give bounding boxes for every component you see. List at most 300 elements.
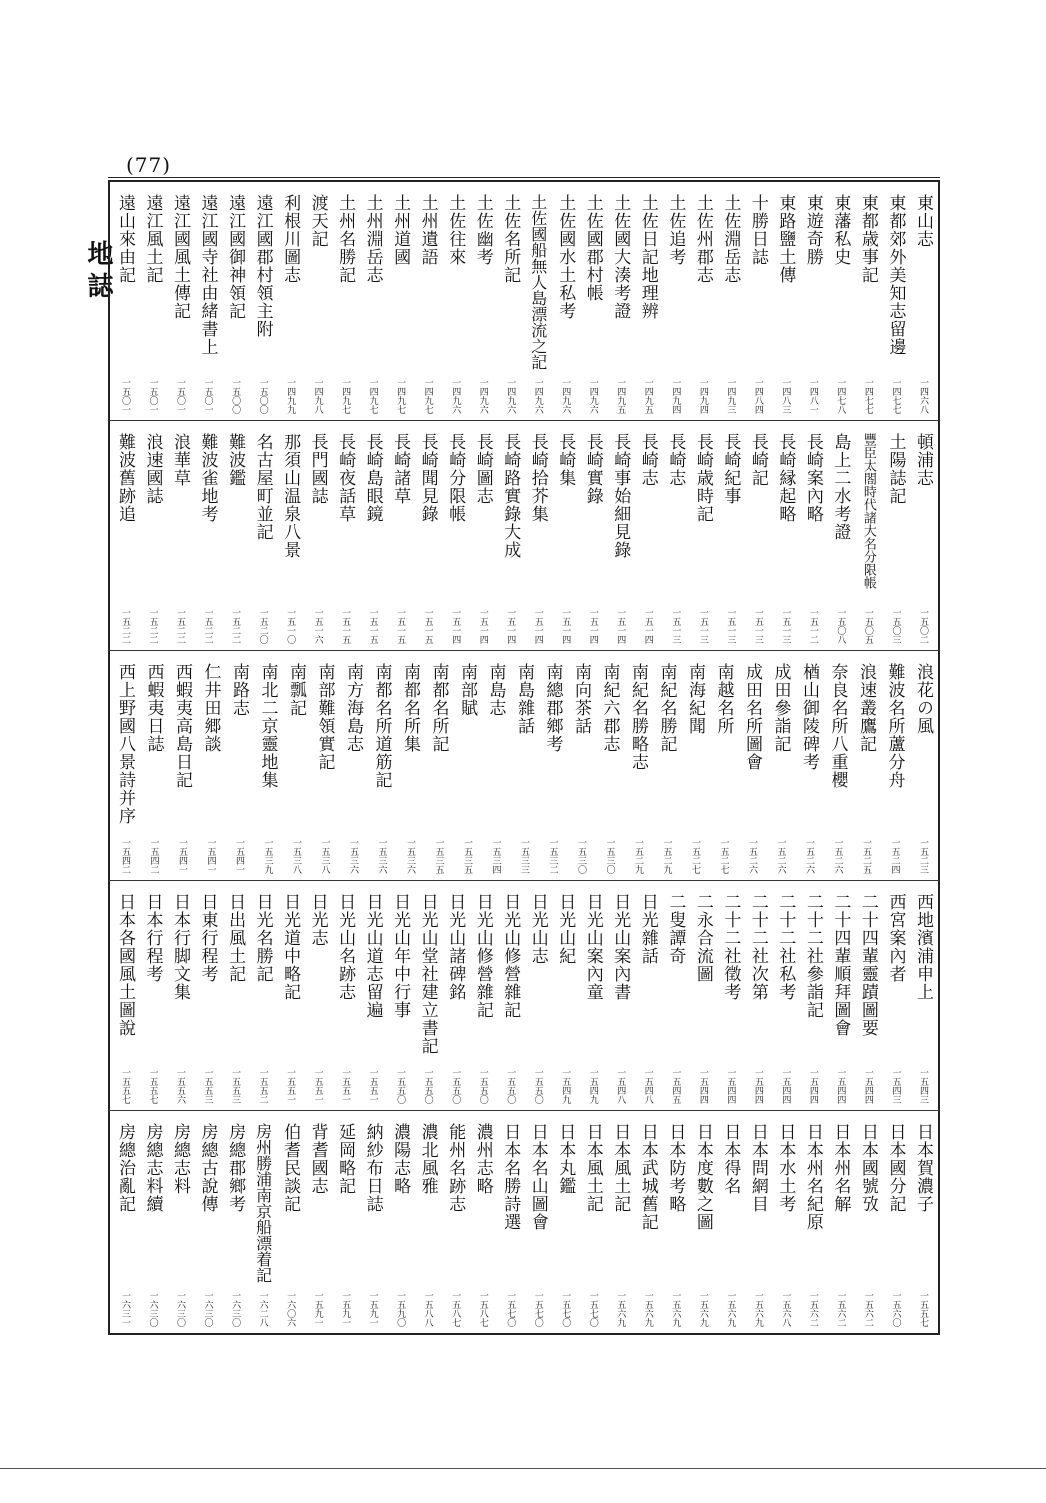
entry-page-number: 一五六二 <box>835 1291 846 1327</box>
entry-title: 長崎記 <box>747 433 768 487</box>
index-entry <box>857 421 879 650</box>
entry-title: 遠江國御神領記 <box>225 194 246 320</box>
index-entry <box>719 1111 741 1333</box>
entry-title: 南都名所道筋記 <box>371 663 392 789</box>
entry-title: 長崎集 <box>555 433 576 487</box>
entry-title: 南都名所集 <box>400 663 420 753</box>
entry-title: 遠江國寺社由緒書上 <box>197 194 218 356</box>
entry-title: 東山志 <box>912 194 933 248</box>
entry-title: 土佐日記地理辨 <box>637 194 658 320</box>
entry-page-number: 一四九六 <box>450 378 461 414</box>
entry-title: 南北二京靈地集 <box>257 663 278 789</box>
entry-page-number: 一五四四 <box>697 1068 708 1104</box>
entry-title: 日本風土記 <box>582 1123 603 1213</box>
entry-title: 長崎聞見錄 <box>417 433 438 523</box>
entry-title: 東都歳事記 <box>857 194 878 284</box>
index-entry <box>314 651 336 880</box>
entry-page-number: 一五三六 <box>376 838 387 874</box>
entry-page-number: 一五四四 <box>807 1068 818 1104</box>
index-entry <box>802 182 824 420</box>
entry-title: 日光山諸碑銘 <box>445 893 466 1001</box>
index-entry <box>747 182 769 420</box>
entry-page-number: 一五〇一 <box>147 378 158 414</box>
index-entry <box>334 182 356 420</box>
index-entry <box>114 651 136 880</box>
entry-page-number: 一五七〇 <box>505 1291 516 1327</box>
entry-title: 長崎事始細見錄 <box>610 433 631 559</box>
entry-title: 難波名所蘆分舟 <box>884 663 905 789</box>
index-entry <box>169 421 191 650</box>
entry-title: 二十二社私考 <box>775 893 796 1001</box>
entry-page-number: 一五五〇 <box>505 1068 516 1104</box>
index-entry <box>417 421 439 650</box>
entry-page-number: 一五二二 <box>175 608 186 644</box>
entry-title: 日光山道志留遍 <box>362 893 383 1019</box>
index-entry <box>829 1111 851 1333</box>
index-entry <box>609 881 631 1110</box>
entry-title: 利根川圖志 <box>280 194 301 284</box>
entry-page-number: 一五二九 <box>661 838 672 874</box>
index-entry <box>499 1111 521 1333</box>
entry-title: 日本行脚文集 <box>170 893 191 1001</box>
entry-page-number: 一五二九 <box>633 838 643 874</box>
index-entry <box>692 421 714 650</box>
index-entry <box>279 182 301 420</box>
entry-title: 日本國分記 <box>885 1123 906 1213</box>
entry-page-number: 一五一四 <box>587 608 598 644</box>
footer-rule <box>0 1468 1046 1469</box>
index-entry <box>143 651 165 880</box>
index-entry <box>114 881 136 1110</box>
entry-title: 能州名跡志 <box>445 1123 466 1213</box>
entry-title: 南方海島志 <box>343 663 363 753</box>
index-entry <box>692 881 714 1110</box>
entry-page-number: 一五六九 <box>752 1291 763 1327</box>
index-section-3 <box>110 651 938 880</box>
entry-page-number: 一五二六 <box>832 838 843 874</box>
entry-page-number: 一四九五 <box>642 378 653 414</box>
entry-title: 東遊奇勝 <box>802 194 823 266</box>
index-entry <box>307 182 329 420</box>
entry-title: 南島雜話 <box>514 663 534 735</box>
entry-title: 仁井田郷談 <box>200 663 221 753</box>
entry-page-number: 一五七〇 <box>560 1291 571 1327</box>
entry-title: 日本問網目 <box>747 1123 768 1213</box>
entry-page-number: 一四九七 <box>422 378 433 414</box>
index-entry <box>499 182 521 420</box>
entry-page-number: 一四八三 <box>780 378 791 414</box>
index-section-2 <box>110 421 938 650</box>
entry-page-number: 一五一五 <box>395 608 406 644</box>
index-entry <box>637 421 659 650</box>
entry-title: 長崎島眼鏡 <box>362 433 383 523</box>
index-entry <box>279 881 301 1110</box>
entry-page-number: 一五四四 <box>725 1068 736 1104</box>
entry-title: 土州名勝記 <box>335 194 356 284</box>
index-section-5 <box>110 1111 938 1333</box>
entry-title: 西地濱浦申上 <box>912 893 933 1001</box>
index-entry <box>114 182 136 420</box>
entry-page-number: 一五三四 <box>490 838 501 874</box>
entry-page-number: 一五六〇 <box>890 1291 901 1327</box>
index-entry <box>197 421 219 650</box>
index-entry <box>554 182 576 420</box>
index-entry <box>142 1111 164 1333</box>
entry-page-number: 一四九九 <box>285 378 296 414</box>
index-entry <box>582 182 604 420</box>
index-entry <box>774 881 796 1110</box>
entry-page-number: 一五一四 <box>477 608 488 644</box>
entry-page-number: 一四九六 <box>532 378 543 414</box>
index-entry <box>609 182 631 420</box>
index-entry <box>684 651 706 880</box>
entry-title: 土佐名所記 <box>500 194 521 284</box>
index-entry <box>334 421 356 650</box>
entry-page-number: 一五九〇 <box>395 1291 406 1327</box>
entry-page-number: 一五五一 <box>312 1068 323 1104</box>
entry-page-number: 一五六九 <box>725 1291 736 1327</box>
entry-page-number: 一五三三 <box>519 838 529 874</box>
entry-title: 頓浦志 <box>912 433 933 487</box>
entry-page-number: 一五二二 <box>230 608 241 644</box>
index-entry <box>570 651 592 880</box>
frame-top-rule <box>108 177 940 178</box>
entry-page-number: 一五八七 <box>477 1291 488 1327</box>
entry-title: 土州道國 <box>390 194 411 266</box>
entry-page-number: 一五六九 <box>642 1291 653 1327</box>
entry-title: 土州遺語 <box>417 194 438 266</box>
entry-title: 遠江國風土傳記 <box>170 194 191 320</box>
entry-title: 日本州名紀原 <box>802 1123 823 1231</box>
index-entry <box>664 1111 686 1333</box>
entry-page-number: 一五四四 <box>835 1068 846 1104</box>
entry-page-number: 一五六九 <box>697 1291 708 1327</box>
entry-title: 日光志 <box>307 893 328 947</box>
entry-title: 土州淵岳志 <box>362 194 383 284</box>
entry-page-number: 一六〇六 <box>285 1291 296 1327</box>
entry-page-number: 一五一四 <box>615 608 626 644</box>
index-entry <box>637 182 659 420</box>
entry-title: 西宮案內者 <box>885 893 906 983</box>
index-entry <box>829 881 851 1110</box>
entry-title: 日光山年中行事 <box>390 893 411 1019</box>
index-entry <box>417 881 439 1110</box>
entry-title: 東都郊外美知志留邊 <box>885 194 906 356</box>
index-entry <box>334 881 356 1110</box>
index-entry <box>334 1111 356 1333</box>
index-entry <box>169 881 191 1110</box>
entry-title: 濃州志略 <box>472 1123 493 1195</box>
index-entry <box>912 182 934 420</box>
entry-title: 日本水土考 <box>775 1123 796 1213</box>
entry-title: 二十二社徵考 <box>720 893 741 1001</box>
index-entry <box>719 881 741 1110</box>
entry-page-number: 一五四四 <box>752 1068 763 1104</box>
index-entry <box>857 881 879 1110</box>
entry-title: 難波舊跡追 <box>115 433 135 523</box>
index-entry <box>802 881 824 1110</box>
index-entry <box>582 1111 604 1333</box>
entry-title: 浪速叢鷹記 <box>856 663 876 753</box>
index-entry <box>747 881 769 1110</box>
index-entry <box>224 881 246 1110</box>
entry-page-number: 一五四二 <box>120 838 130 874</box>
entry-page-number: 一五八七 <box>450 1291 461 1327</box>
index-entry <box>252 182 274 420</box>
entry-title: 南部賦 <box>457 663 477 717</box>
index-entry <box>884 182 906 420</box>
entry-title: 遠江風土記 <box>142 194 163 284</box>
entry-title: 長崎分限帳 <box>445 433 466 523</box>
entry-title: 豐臣太閤時代諸大名分限帳 <box>860 433 876 589</box>
entry-page-number: 一四九六 <box>587 378 598 414</box>
entry-title: 南向茶話 <box>571 663 591 735</box>
entry-page-number: 一五三六 <box>405 838 415 874</box>
entry-title: 日出風土記 <box>225 893 246 983</box>
entry-page-number: 一四九三 <box>725 378 736 414</box>
entry-title: 長崎志 <box>665 433 686 487</box>
entry-page-number: 一五二二 <box>120 608 130 644</box>
entry-page-number: 一五九一 <box>340 1291 351 1327</box>
entry-title: 延岡略記 <box>335 1123 356 1195</box>
entry-title: 日光山修營雜記 <box>500 893 521 1019</box>
entry-page-number: 一五二〇 <box>257 608 268 644</box>
entry-title: 背耆國志 <box>307 1123 328 1195</box>
index-entry <box>252 881 274 1110</box>
entry-title: 日東行程考 <box>197 893 218 983</box>
index-entry <box>802 421 824 650</box>
index-entry <box>554 1111 576 1333</box>
index-entry <box>279 1111 301 1333</box>
index-entry <box>142 881 164 1110</box>
entry-title: 長崎圖志 <box>472 433 493 505</box>
entry-page-number: 一五〇八 <box>835 608 846 644</box>
index-entry <box>224 1111 246 1333</box>
entry-page-number: 一五三五 <box>433 838 444 874</box>
index-entry <box>599 651 621 880</box>
entry-title: 長崎諸草 <box>390 433 411 505</box>
index-entry <box>884 881 906 1110</box>
index-entry <box>362 1111 384 1333</box>
index-entry <box>609 421 631 650</box>
index-entry <box>774 1111 796 1333</box>
entry-page-number: 一五六二 <box>862 1291 873 1327</box>
entry-page-number: 一五五六 <box>175 1068 186 1104</box>
index-entry <box>257 651 279 880</box>
entry-page-number: 一五五七 <box>120 1068 130 1104</box>
entry-page-number: 一五五〇 <box>395 1068 406 1104</box>
index-entry <box>912 881 934 1110</box>
entry-page-number: 一五三二 <box>547 838 558 874</box>
entry-title: 東路鹽土傳 <box>775 194 796 284</box>
entry-page-number: 一五一三 <box>670 608 681 644</box>
index-entry <box>770 651 792 880</box>
entry-page-number: 一五四三 <box>890 1068 901 1104</box>
entry-title: 難波雀地考 <box>197 433 218 523</box>
entry-page-number: 一六三一 <box>120 1291 130 1327</box>
index-entry <box>637 881 659 1110</box>
entry-title: 房總治亂記 <box>115 1123 135 1213</box>
entry-page-number: 一五一四 <box>642 608 653 644</box>
entry-page-number: 一五九一 <box>312 1291 323 1327</box>
index-entry <box>252 1111 274 1333</box>
entry-title: 浪速國誌 <box>142 433 163 505</box>
entry-title: 渡天記 <box>307 194 328 248</box>
entry-page-number: 一五五一 <box>340 1068 351 1104</box>
entry-page-number: 一五〇三 <box>890 608 901 644</box>
index-entry <box>197 881 219 1110</box>
index-entry <box>472 182 494 420</box>
entry-page-number: 一四九四 <box>670 378 681 414</box>
entry-title: 土佐追考 <box>665 194 686 266</box>
entry-page-number: 一五二三 <box>918 838 928 874</box>
index-entry <box>912 1111 934 1333</box>
entry-title: 西蝦夷日誌 <box>143 663 164 753</box>
index-entry <box>307 421 329 650</box>
entry-page-number: 一四九六 <box>560 378 571 414</box>
index-entry <box>362 881 384 1110</box>
entry-title: 南越名所 <box>713 663 734 735</box>
entry-page-number: 一五七〇 <box>587 1291 598 1327</box>
entry-page-number: 一五一二 <box>807 608 818 644</box>
index-entry <box>542 651 564 880</box>
entry-title: 二十四輩靈蹟圖要 <box>857 893 878 1037</box>
index-entry <box>444 881 466 1110</box>
entry-page-number: 一五二六 <box>804 838 814 874</box>
index-entry <box>169 1111 191 1333</box>
index-entry <box>527 881 549 1110</box>
index-entry <box>884 421 906 650</box>
entry-title: 日本行程考 <box>142 893 163 983</box>
index-entry <box>472 421 494 650</box>
index-entry <box>362 182 384 420</box>
index-entry <box>527 1111 549 1333</box>
entry-page-number: 一五五〇 <box>450 1068 461 1104</box>
entry-page-number: 一五一四 <box>532 608 543 644</box>
entry-title: 土佐國船無人島漂流之記 <box>528 194 548 370</box>
entry-page-number: 一五〇一 <box>120 378 130 414</box>
index-entry <box>884 1111 906 1333</box>
entry-title: 房總志料 <box>170 1123 191 1195</box>
index-entry <box>389 1111 411 1333</box>
entry-title: 日光山案內書 <box>610 893 631 1001</box>
entry-title: 日光名勝記 <box>252 893 273 983</box>
entry-title: 南海紀聞 <box>685 663 705 735</box>
entry-page-number: 一五一三 <box>725 608 736 644</box>
entry-page-number: 一四九八 <box>312 378 323 414</box>
entry-title: 房總古說傳 <box>197 1123 218 1213</box>
entry-page-number: 一五一三 <box>697 608 708 644</box>
index-entry <box>169 182 191 420</box>
index-entry <box>713 651 735 880</box>
index-entry <box>472 881 494 1110</box>
index-entry <box>741 651 763 880</box>
entry-page-number: 一五二六 <box>775 838 786 874</box>
entry-title: 濃北風雅 <box>417 1123 438 1195</box>
entry-title: 日光道中略記 <box>280 893 301 1001</box>
entry-title: 十勝日誌 <box>747 194 768 266</box>
index-entry <box>224 182 246 420</box>
entry-title: 日本武城舊記 <box>637 1123 658 1231</box>
entry-page-number: 一五五七 <box>917 1291 928 1327</box>
entry-page-number: 一五〇〇 <box>230 378 241 414</box>
entry-page-number: 一四九六 <box>505 378 516 414</box>
entry-title: 日本丸鑑 <box>555 1123 576 1195</box>
index-section-1 <box>110 182 938 420</box>
entry-page-number: 一五五三 <box>230 1068 241 1104</box>
entry-title: 南紀六郡志 <box>599 663 620 753</box>
entry-page-number: 一四九七 <box>340 378 351 414</box>
entry-page-number: 一五一三 <box>780 608 791 644</box>
entry-title: 長崎路實錄大成 <box>500 433 521 559</box>
entry-title: 南部難領實記 <box>314 663 335 771</box>
entry-title: 南路志 <box>229 663 249 717</box>
index-entry <box>527 421 549 650</box>
index-entry <box>417 182 439 420</box>
entry-title: 日本名山圖會 <box>527 1123 548 1231</box>
entry-title: 土佐幽考 <box>472 194 493 266</box>
entry-page-number: 一四九六 <box>477 378 488 414</box>
entry-page-number: 一五一五 <box>340 608 351 644</box>
entry-title: 日光山案內童 <box>582 893 603 1001</box>
index-entry <box>774 182 796 420</box>
entry-page-number: 一四九七 <box>367 378 378 414</box>
entry-page-number: 一五五〇 <box>532 1068 543 1104</box>
entry-page-number: 一五六九 <box>670 1291 681 1327</box>
entry-title: 土陽誌記 <box>885 433 906 505</box>
entry-page-number: 一五五三 <box>202 1068 213 1104</box>
index-entry <box>857 1111 879 1333</box>
index-entry <box>554 421 576 650</box>
entry-title: 長崎案內略 <box>802 433 823 523</box>
index-entry <box>200 651 222 880</box>
index-entry <box>774 421 796 650</box>
entry-page-number: 一五〇二 <box>917 608 928 644</box>
entry-title: 日光山紀 <box>555 893 576 965</box>
entry-title: 日本州名解 <box>830 1123 851 1213</box>
entry-page-number: 一五二六 <box>747 838 757 874</box>
index-entry <box>827 651 849 880</box>
entry-title: 遠江國郡村領主附 <box>252 194 273 338</box>
entry-page-number: 一五六九 <box>615 1291 626 1327</box>
entry-page-number: 一五七〇 <box>532 1291 543 1327</box>
index-entry <box>609 1111 631 1333</box>
entry-title: 東藩私史 <box>830 194 851 266</box>
entry-title: 楢山御陵碑考 <box>799 663 819 771</box>
entry-page-number: 一六三〇 <box>230 1291 241 1327</box>
index-entry <box>417 1111 439 1333</box>
index-entry <box>855 651 877 880</box>
entry-page-number: 一五三八 <box>319 838 330 874</box>
entry-title: 南紀名勝略志 <box>628 663 648 771</box>
entry-page-number: 一五二四 <box>889 838 900 874</box>
entry-title: 那須山温泉八景 <box>280 433 301 559</box>
index-entry <box>444 182 466 420</box>
entry-title: 長崎紀事 <box>720 433 741 505</box>
index-entry <box>472 1111 494 1333</box>
index-entry <box>627 651 649 880</box>
index-entry <box>829 421 851 650</box>
entry-title: 二十四輩順拜圖會 <box>830 893 851 1037</box>
entry-title: 成田名所圖會 <box>742 663 762 771</box>
index-entry <box>389 881 411 1110</box>
entry-title: 土佐國郡村帳 <box>582 194 603 302</box>
entry-title: 南瓢記 <box>286 663 306 717</box>
entry-page-number: 一四七七 <box>890 378 901 414</box>
entry-page-number: 一四九七 <box>395 378 406 414</box>
index-entry <box>285 651 307 880</box>
entry-page-number: 一五三五 <box>462 838 472 874</box>
